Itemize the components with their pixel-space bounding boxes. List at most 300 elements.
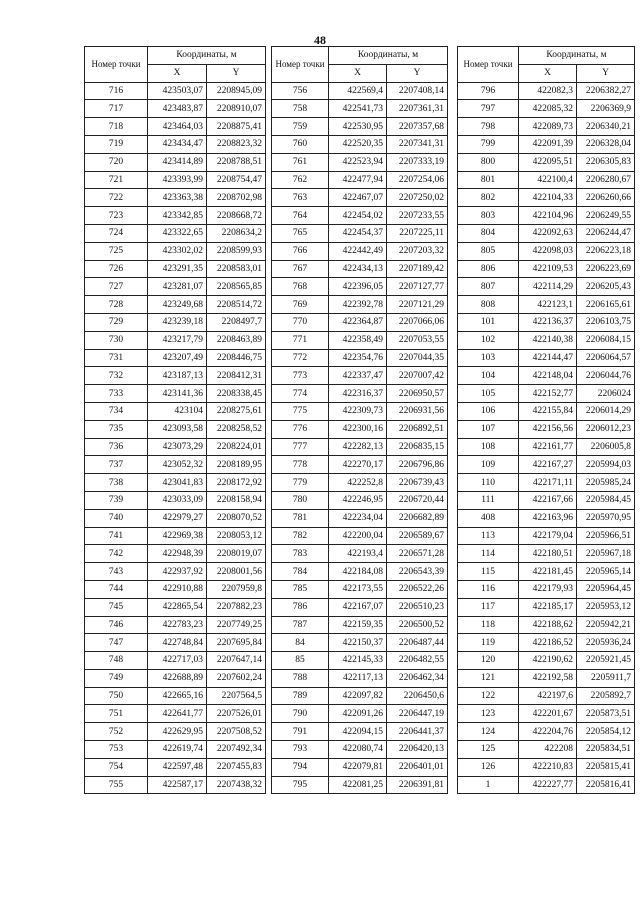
x-coordinate-cell: 422948,39 [148, 545, 207, 563]
x-coordinate-cell: 422337,47 [329, 367, 387, 385]
y-coordinate-cell: 2206571,28 [387, 545, 448, 563]
point-number-cell: 784 [272, 563, 329, 581]
header-coordinates: Координаты, м [329, 47, 448, 65]
point-number-cell: 717 [85, 100, 148, 118]
point-number-cell: 114 [458, 545, 519, 563]
header-y: Y [387, 64, 448, 82]
y-coordinate-cell: 2205984,45 [577, 491, 635, 509]
table-row [272, 82, 448, 100]
x-coordinate-cell: 423052,32 [148, 456, 207, 474]
table-row [272, 509, 448, 527]
header-point-number: Номер точки [458, 47, 519, 83]
table-row [85, 598, 266, 616]
table-row [272, 100, 448, 118]
y-coordinate-cell: 2206024 [577, 385, 635, 403]
y-coordinate-cell: 2206522,26 [387, 580, 448, 598]
point-number-cell: 766 [272, 242, 329, 260]
coordinates-table-1 [84, 46, 266, 794]
table-row [85, 669, 266, 687]
table-row [458, 616, 635, 634]
table-row [458, 563, 635, 581]
point-number-cell: 102 [458, 331, 519, 349]
x-coordinate-cell: 423104 [148, 402, 207, 420]
table-row [85, 118, 266, 136]
y-coordinate-cell: 2205834,51 [577, 741, 635, 759]
y-coordinate-cell: 2205953,12 [577, 598, 635, 616]
y-coordinate-cell: 2207254,06 [387, 171, 448, 189]
table-row [85, 527, 266, 545]
table-row [272, 669, 448, 687]
x-coordinate-cell: 422619,74 [148, 741, 207, 759]
x-coordinate-cell: 423291,35 [148, 260, 207, 278]
table-row [272, 224, 448, 242]
point-number-cell: 744 [85, 580, 148, 598]
y-coordinate-cell: 2205815,41 [577, 758, 635, 776]
table-row [458, 509, 635, 527]
x-coordinate-cell: 422688,89 [148, 669, 207, 687]
y-coordinate-cell: 2207189,42 [387, 260, 448, 278]
y-coordinate-cell: 2206500,52 [387, 616, 448, 634]
x-coordinate-cell: 422171,11 [519, 474, 577, 492]
y-coordinate-cell: 2205854,12 [577, 723, 635, 741]
point-number-cell: 787 [272, 616, 329, 634]
y-coordinate-cell: 2206249,55 [577, 207, 635, 225]
point-number-cell: 762 [272, 171, 329, 189]
table-row [272, 260, 448, 278]
table-row [458, 331, 635, 349]
x-coordinate-cell: 422091,39 [519, 135, 577, 153]
point-number-cell: 758 [272, 100, 329, 118]
y-coordinate-cell: 2207044,35 [387, 349, 448, 367]
x-coordinate-cell: 422354,76 [329, 349, 387, 367]
table-row [272, 723, 448, 741]
point-number-cell: 807 [458, 278, 519, 296]
point-number-cell: 111 [458, 491, 519, 509]
y-coordinate-cell: 2207647,14 [207, 652, 266, 670]
table-row [272, 438, 448, 456]
x-coordinate-cell: 422144,47 [519, 349, 577, 367]
y-coordinate-cell: 2207959,8 [207, 580, 266, 598]
y-coordinate-cell: 2206487,44 [387, 634, 448, 652]
x-coordinate-cell: 422246,95 [329, 491, 387, 509]
y-coordinate-cell: 2208514,72 [207, 296, 266, 314]
point-number-cell: 772 [272, 349, 329, 367]
y-coordinate-cell: 2208053,12 [207, 527, 266, 545]
y-coordinate-cell: 2206260,66 [577, 189, 635, 207]
y-coordinate-cell: 2208599,93 [207, 242, 266, 260]
x-coordinate-cell: 423464,03 [148, 118, 207, 136]
x-coordinate-cell: 422167,07 [329, 598, 387, 616]
x-coordinate-cell: 422181,45 [519, 563, 577, 581]
table-row [85, 741, 266, 759]
x-coordinate-cell: 422123,1 [519, 296, 577, 314]
point-number-cell: 799 [458, 135, 519, 153]
y-coordinate-cell: 2206328,04 [577, 135, 635, 153]
point-number-cell: 746 [85, 616, 148, 634]
x-coordinate-cell: 422309,73 [329, 402, 387, 420]
x-coordinate-cell: 423434,47 [148, 135, 207, 153]
x-coordinate-cell: 422434,13 [329, 260, 387, 278]
point-number-cell: 737 [85, 456, 148, 474]
y-coordinate-cell: 2206739,43 [387, 474, 448, 492]
table-row [272, 278, 448, 296]
table-row [458, 580, 635, 598]
y-coordinate-cell: 2208001,56 [207, 563, 266, 581]
y-coordinate-cell: 2206420,13 [387, 741, 448, 759]
point-number-cell: 777 [272, 438, 329, 456]
y-coordinate-cell: 2207408,14 [387, 82, 448, 100]
table-row [458, 313, 635, 331]
x-coordinate-cell: 422467,07 [329, 189, 387, 207]
y-coordinate-cell: 2208754,47 [207, 171, 266, 189]
table-row [272, 313, 448, 331]
y-coordinate-cell: 2206305,83 [577, 153, 635, 171]
header-y: Y [577, 64, 635, 82]
point-number-cell: 783 [272, 545, 329, 563]
table-row [272, 563, 448, 581]
x-coordinate-cell: 422252,8 [329, 474, 387, 492]
point-number-cell: 800 [458, 153, 519, 171]
y-coordinate-cell: 2207564,5 [207, 687, 266, 705]
point-number-cell: 123 [458, 705, 519, 723]
table-row [85, 135, 266, 153]
point-number-cell: 789 [272, 687, 329, 705]
header-x: X [519, 64, 577, 82]
x-coordinate-cell: 422190,62 [519, 652, 577, 670]
table-row [458, 491, 635, 509]
y-coordinate-cell: 2207225,11 [387, 224, 448, 242]
point-number-cell: 110 [458, 474, 519, 492]
y-coordinate-cell: 2206589,67 [387, 527, 448, 545]
x-coordinate-cell: 422227,77 [519, 776, 577, 794]
point-number-cell: 781 [272, 509, 329, 527]
table-row [458, 224, 635, 242]
table-row [85, 224, 266, 242]
point-number-cell: 768 [272, 278, 329, 296]
y-coordinate-cell: 2207053,55 [387, 331, 448, 349]
point-number-cell: 734 [85, 402, 148, 420]
coordinates-table-3 [457, 46, 635, 794]
y-coordinate-cell: 2206280,67 [577, 171, 635, 189]
table-row [272, 491, 448, 509]
table-row [458, 527, 635, 545]
table-row [458, 118, 635, 136]
point-number-cell: 726 [85, 260, 148, 278]
table-row [85, 545, 266, 563]
y-coordinate-cell: 2205873,51 [577, 705, 635, 723]
table-row [272, 687, 448, 705]
y-coordinate-cell: 2206103,75 [577, 313, 635, 331]
point-number-cell: 104 [458, 367, 519, 385]
point-number-cell: 408 [458, 509, 519, 527]
point-number-cell: 773 [272, 367, 329, 385]
x-coordinate-cell: 422117,13 [329, 669, 387, 687]
point-number-cell: 120 [458, 652, 519, 670]
x-coordinate-cell: 422282,13 [329, 438, 387, 456]
x-coordinate-cell: 422396,05 [329, 278, 387, 296]
table-row [458, 171, 635, 189]
y-coordinate-cell: 2206796,86 [387, 456, 448, 474]
page-number: 48 [314, 33, 326, 47]
point-number-cell: 730 [85, 331, 148, 349]
x-coordinate-cell: 422477,94 [329, 171, 387, 189]
point-number-cell: 85 [272, 652, 329, 670]
table-row [272, 598, 448, 616]
point-number-cell: 778 [272, 456, 329, 474]
point-number-cell: 109 [458, 456, 519, 474]
y-coordinate-cell: 2206005,8 [577, 438, 635, 456]
table-row [458, 776, 635, 794]
point-number-cell: 725 [85, 242, 148, 260]
y-coordinate-cell: 2205970,95 [577, 509, 635, 527]
point-number-cell: 806 [458, 260, 519, 278]
y-coordinate-cell: 2207127,77 [387, 278, 448, 296]
x-coordinate-cell: 422234,04 [329, 509, 387, 527]
table-row [458, 741, 635, 759]
table-row [85, 367, 266, 385]
table-row [458, 135, 635, 153]
table-row [85, 758, 266, 776]
table-row [85, 776, 266, 794]
point-number-cell: 767 [272, 260, 329, 278]
header-coordinates: Координаты, м [519, 47, 635, 65]
x-coordinate-cell: 422358,49 [329, 331, 387, 349]
table-row [272, 118, 448, 136]
y-coordinate-cell: 2205964,45 [577, 580, 635, 598]
y-coordinate-cell: 2205994,03 [577, 456, 635, 474]
header-coordinates: Координаты, м [148, 47, 266, 65]
point-number-cell: 723 [85, 207, 148, 225]
table-row [458, 634, 635, 652]
x-coordinate-cell: 422454,02 [329, 207, 387, 225]
y-coordinate-cell: 2207341,31 [387, 135, 448, 153]
x-coordinate-cell: 422937,92 [148, 563, 207, 581]
y-coordinate-cell: 2206391,81 [387, 776, 448, 794]
x-coordinate-cell: 422167,66 [519, 491, 577, 509]
table-row [85, 260, 266, 278]
table-row [458, 652, 635, 670]
header-x: X [148, 64, 207, 82]
x-coordinate-cell: 422865,54 [148, 598, 207, 616]
table-row [85, 438, 266, 456]
point-number-cell: 740 [85, 509, 148, 527]
point-number-cell: 731 [85, 349, 148, 367]
x-coordinate-cell: 423249,68 [148, 296, 207, 314]
table-row [85, 242, 266, 260]
point-number-cell: 748 [85, 652, 148, 670]
y-coordinate-cell: 2208497,7 [207, 313, 266, 331]
y-coordinate-cell: 2205965,14 [577, 563, 635, 581]
y-coordinate-cell: 2208788,51 [207, 153, 266, 171]
x-coordinate-cell: 422091,26 [329, 705, 387, 723]
x-coordinate-cell: 422089,73 [519, 118, 577, 136]
point-number-cell: 732 [85, 367, 148, 385]
x-coordinate-cell: 422079,81 [329, 758, 387, 776]
x-coordinate-cell: 422969,38 [148, 527, 207, 545]
table-row [272, 758, 448, 776]
point-number-cell: 750 [85, 687, 148, 705]
table-row [85, 189, 266, 207]
point-number-cell: 736 [85, 438, 148, 456]
x-coordinate-cell: 422748,84 [148, 634, 207, 652]
x-coordinate-cell: 423483,87 [148, 100, 207, 118]
y-coordinate-cell: 2208702,98 [207, 189, 266, 207]
y-coordinate-cell: 2206014,29 [577, 402, 635, 420]
x-coordinate-cell: 422145,33 [329, 652, 387, 670]
table-row [272, 207, 448, 225]
y-coordinate-cell: 2206447,19 [387, 705, 448, 723]
point-number-cell: 790 [272, 705, 329, 723]
table-row [458, 367, 635, 385]
point-number-cell: 803 [458, 207, 519, 225]
point-number-cell: 782 [272, 527, 329, 545]
table-row [458, 705, 635, 723]
y-coordinate-cell: 2206950,57 [387, 385, 448, 403]
y-coordinate-cell: 2206835,15 [387, 438, 448, 456]
point-number-cell: 115 [458, 563, 519, 581]
y-coordinate-cell: 2207526,01 [207, 705, 266, 723]
x-coordinate-cell: 422300,16 [329, 420, 387, 438]
point-number-cell: 804 [458, 224, 519, 242]
table-row [85, 296, 266, 314]
point-number-cell: 113 [458, 527, 519, 545]
point-number-cell: 774 [272, 385, 329, 403]
y-coordinate-cell: 2208945,09 [207, 82, 266, 100]
table-row [458, 296, 635, 314]
table-body [85, 82, 266, 794]
point-number-cell: 721 [85, 171, 148, 189]
table-row [85, 723, 266, 741]
x-coordinate-cell: 422530,95 [329, 118, 387, 136]
point-number-cell: 760 [272, 135, 329, 153]
table-row [458, 189, 635, 207]
y-coordinate-cell: 2207361,31 [387, 100, 448, 118]
table-row [272, 242, 448, 260]
x-coordinate-cell: 423239,18 [148, 313, 207, 331]
point-number-cell: 786 [272, 598, 329, 616]
y-coordinate-cell: 2208338,45 [207, 385, 266, 403]
table-body [272, 82, 448, 794]
table-row [272, 349, 448, 367]
y-coordinate-cell: 2208070,52 [207, 509, 266, 527]
x-coordinate-cell: 422641,77 [148, 705, 207, 723]
table-row [272, 634, 448, 652]
point-number-cell: 727 [85, 278, 148, 296]
table-row [272, 367, 448, 385]
x-coordinate-cell: 422080,74 [329, 741, 387, 759]
x-coordinate-cell: 423281,07 [148, 278, 207, 296]
point-number-cell: 794 [272, 758, 329, 776]
point-number-cell: 121 [458, 669, 519, 687]
x-coordinate-cell: 423322,65 [148, 224, 207, 242]
point-number-cell: 808 [458, 296, 519, 314]
x-coordinate-cell: 422523,94 [329, 153, 387, 171]
point-number-cell: 788 [272, 669, 329, 687]
x-coordinate-cell: 422587,17 [148, 776, 207, 794]
table-row [272, 189, 448, 207]
table-row [458, 758, 635, 776]
x-coordinate-cell: 422081,25 [329, 776, 387, 794]
table-row [458, 100, 635, 118]
x-coordinate-cell: 422148,04 [519, 367, 577, 385]
table-row [85, 171, 266, 189]
point-number-cell: 719 [85, 135, 148, 153]
table-row [85, 420, 266, 438]
y-coordinate-cell: 2208019,07 [207, 545, 266, 563]
x-coordinate-cell: 423141,36 [148, 385, 207, 403]
y-coordinate-cell: 2208189,95 [207, 456, 266, 474]
x-coordinate-cell: 423041,83 [148, 474, 207, 492]
table-row [85, 385, 266, 403]
table-row [272, 652, 448, 670]
coordinates-table-2 [271, 46, 448, 794]
table-row [458, 402, 635, 420]
y-coordinate-cell: 2207121,29 [387, 296, 448, 314]
table-row [85, 100, 266, 118]
point-number-cell: 741 [85, 527, 148, 545]
table-row [85, 563, 266, 581]
point-number-cell: 101 [458, 313, 519, 331]
x-coordinate-cell: 422184,08 [329, 563, 387, 581]
x-coordinate-cell: 423342,85 [148, 207, 207, 225]
x-coordinate-cell: 422094,15 [329, 723, 387, 741]
x-coordinate-cell: 422364,87 [329, 313, 387, 331]
table-row [85, 652, 266, 670]
point-number-cell: 747 [85, 634, 148, 652]
table-row [272, 153, 448, 171]
point-number-cell: 117 [458, 598, 519, 616]
y-coordinate-cell: 2206482,55 [387, 652, 448, 670]
table-row [458, 349, 635, 367]
point-number-cell: 755 [85, 776, 148, 794]
x-coordinate-cell: 422161,77 [519, 438, 577, 456]
table-row [458, 207, 635, 225]
y-coordinate-cell: 2207333,19 [387, 153, 448, 171]
x-coordinate-cell: 422192,58 [519, 669, 577, 687]
y-coordinate-cell: 2208910,07 [207, 100, 266, 118]
x-coordinate-cell: 422520,35 [329, 135, 387, 153]
point-number-cell: 124 [458, 723, 519, 741]
point-number-cell: 84 [272, 634, 329, 652]
y-coordinate-cell: 2206084,15 [577, 331, 635, 349]
point-number-cell: 105 [458, 385, 519, 403]
y-coordinate-cell: 2205942,21 [577, 616, 635, 634]
point-number-cell: 770 [272, 313, 329, 331]
x-coordinate-cell: 422150,37 [329, 634, 387, 652]
point-number-cell: 724 [85, 224, 148, 242]
point-number-cell: 729 [85, 313, 148, 331]
x-coordinate-cell: 422140,38 [519, 331, 577, 349]
table-row [272, 385, 448, 403]
point-number-cell: 1 [458, 776, 519, 794]
point-number-cell: 720 [85, 153, 148, 171]
y-coordinate-cell: 2206543,39 [387, 563, 448, 581]
table-row [272, 296, 448, 314]
x-coordinate-cell: 422316,37 [329, 385, 387, 403]
y-coordinate-cell: 2206931,56 [387, 402, 448, 420]
point-number-cell: 722 [85, 189, 148, 207]
y-coordinate-cell: 2206682,89 [387, 509, 448, 527]
table-row [458, 385, 635, 403]
x-coordinate-cell: 423363,38 [148, 189, 207, 207]
table-row [272, 474, 448, 492]
point-number-cell: 791 [272, 723, 329, 741]
x-coordinate-cell: 422156,56 [519, 420, 577, 438]
x-coordinate-cell: 422204,76 [519, 723, 577, 741]
point-number-cell: 107 [458, 420, 519, 438]
x-coordinate-cell: 422186,52 [519, 634, 577, 652]
x-coordinate-cell: 422095,51 [519, 153, 577, 171]
